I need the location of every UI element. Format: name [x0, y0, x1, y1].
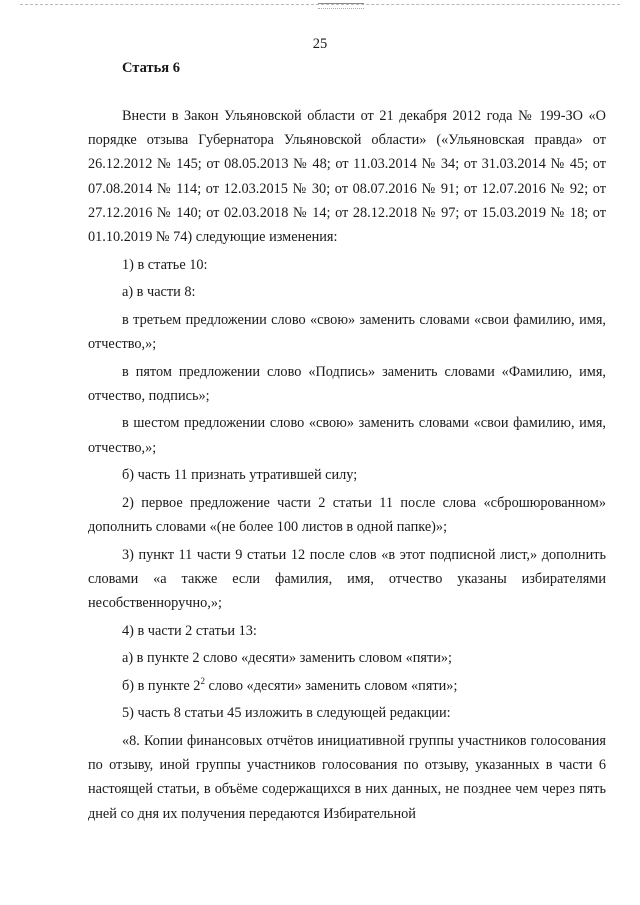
paragraph-intro: Внести в Закон Ульяновской области от 21 декабря 2012 года № 199-ЗО «О порядке отзыва Губернатора Ульяновской области» («Ульяновская правда» от 26.12.2012 № 145; от 08.05.2013 № 48; от 11.03.2014 № 34; от 31.03.2014 № 45; от 07.08.2014 № 114; от 12.03.2015 № 30; от 08.07.2016 № 91; от 12.07.2016 № 92; от 27.12.2016 № 140; от 02.03.2018 № 14; от 28.12.2018 № 97; от 15.03.2019 № 18; от 01.10.2019 № 74) следующие изменения: [88, 108, 606, 246]
paragraph-item-4b [88, 674, 606, 698]
paragraph-item-5: 5) часть 8 статьи 45 изложить в следующей редакции: [122, 705, 451, 722]
paragraph-amendment-third-sentence: в третьем предложении слово «свою» заменить словами «свои фамилию, имя, отчество,»; [88, 311, 606, 352]
paragraph-amendment-fifth-sentence: в пятом предложении слово «Подпись» заменить словами «Фамилию, имя, отчество, подпись»; [88, 363, 606, 404]
article-title: Статья 6 [122, 60, 180, 76]
document-body [88, 104, 606, 826]
paragraph-item-1b: б) часть 11 признать утратившей силу; [122, 467, 358, 484]
paragraph-item-3: 3) пункт 11 части 9 статьи 12 после слов «в этот подписной лист,» дополнить словами «а также если фамилия, имя, отчество указаны избирателями несобственноручно,»; [88, 546, 606, 611]
page-number: 25 [312, 36, 328, 52]
paragraph-item-4b-start: б) в пункте 2 [122, 677, 201, 694]
paragraph-item-4: 4) в части 2 статьи 13: [122, 622, 257, 639]
paragraph-item-4b-end: слово «десяти» заменить словом «пяти»; [204, 677, 458, 694]
paragraph-item-1a: а) в части 8: [122, 284, 196, 301]
paragraph-item-2: 2) первое предложение части 2 статьи 11 после слова «сброшюрованном» дополнить словами «(не более 100 листов в одной папке)»; [88, 494, 606, 535]
paragraph-new-part-8: «8. Копии финансовых отчётов инициативной группы участников голосования по отзыву, иной группы участников голосования по отзыву, указанных в части 6 настоящей статьи, в объёме содержащихся в них данных, не позднее чем через пять дней со дня их получения передаются Избирательной [88, 732, 606, 822]
superscript: 2 [200, 675, 205, 686]
paragraph-item-1: 1) в статье 10: [122, 256, 208, 273]
scan-edge-mark [318, 3, 364, 9]
paragraph-item-4a: а) в пункте 2 слово «десяти» заменить словом «пяти»; [122, 650, 452, 667]
paragraph-amendment-sixth-sentence: в шестом предложении слово «свою» заменить словами «свои фамилию, имя, отчество,»; [88, 415, 606, 456]
